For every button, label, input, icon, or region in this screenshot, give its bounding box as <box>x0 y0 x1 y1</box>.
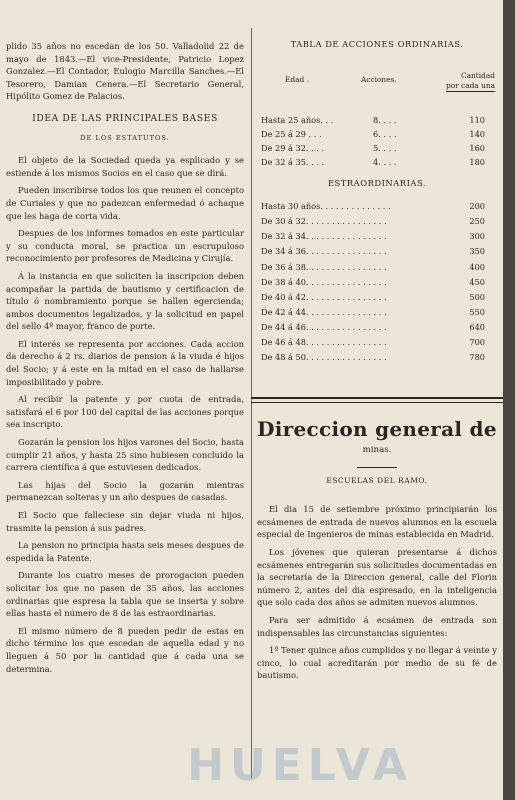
ordinarias-table <box>257 115 497 171</box>
col-cantidad-sub: por cada una <box>445 80 495 90</box>
closing-paragraph: plido 35 años no escedan de los 50. Valladolid 22 de mayo de 1843.—El vice-Presidente, Patricio Lopez Gonzalez.—El Contador, Eulogio Marcilla Sanches.—El Tesorero, Damian Cenera.—El Secretario General, Hipólito Gomez de Palacios. <box>6 41 244 102</box>
table-row: De 34 á 36. . . . . . . . . . . . . . . . 350 <box>261 246 485 257</box>
escuelas-heading: ESCUELAS DEL RAMO. <box>326 476 428 486</box>
paragraph: Las hijas del Socio la gozarán mientras permanezcan solteras y un año despues de casadas. <box>6 479 244 503</box>
table-row: De 46 á 48. . . . . . . . . . . . . . . . 700 <box>261 337 485 348</box>
paragraph: El dia 15 de setiembre próximo principiarán los ecsámenes de entrada de nuevos alumnos en la escuela especial de Ingenieros de minas establecida en Madrid. <box>257 504 497 540</box>
paragraph: Durante los cuatro meses de prorogacion pueden solicitar los que no pasen de 35 años, las acciones ordinarias que espresa la tabla que se inserta y sobre ellas hasta el número de 8 de las estraordinarias. <box>6 570 244 619</box>
right-column <box>257 0 497 682</box>
paragraph: El interés se representa por acciones. Cada accion da derecho á 2 rs. diarios de pension á la viuda é hijos del Socio; y á este en la mitad en el caso de hallarse imposibilitado y pobre. <box>6 338 244 387</box>
section-heading: IDEA DE LAS PRINCIPALES BASES <box>32 112 218 124</box>
table-title: TABLA DE ACCIONES ORDINARIAS. <box>290 39 464 49</box>
col-edad: Edad . <box>285 74 309 84</box>
direccion-subtitle: minas. <box>362 445 392 456</box>
paragraph: Para ser admitido á ecsámen de entrada son indispensables las circunstancias siguientes: <box>257 614 497 638</box>
paragraph: La pension no principia hasta seis meses despues de espedida la Patente. <box>6 540 244 563</box>
paragraph: Gozarán la pension los hijos varones del Socio, hasta cumplir 21 años, y hasta 25 sino hubiesen concluido la carrera científica á que estuviesen dedicados. <box>6 437 244 473</box>
table-row: Hasta 25 años. . . 8. . . . 110 <box>261 114 485 125</box>
table-row: De 25 á 29 . . . 6. . . . 140 <box>261 128 485 139</box>
paragraph: Los jóvenes que quieran presentarse á dichos ecsámenes entregarán sus solicitudes documentadas en la secretaría de la Direccion general, calle del Florin número 2, antes del dia espresado, en la inteligencia que solo cada dos años se admiten nuevos alumnos. <box>257 547 497 608</box>
short-rule <box>357 467 397 468</box>
paragraph: 1ª Tener quince años cumplidos y no llegar á veinte y cinco, lo cual acreditarán por medio de su fé de bautismo. <box>257 645 497 681</box>
table-row: De 44 á 46. . . . . . . . . . . . . . . . 640 <box>261 321 485 332</box>
table-row: De 38 á 40. . . . . . . . . . . . . . . . 450 <box>261 276 485 287</box>
section-subheading: DE LOS ESTATUTOS. <box>80 133 170 142</box>
paragraph: Despues de los informes tomados en este particular y su conducta moral, se practica un escrupuloso reconocimiento por profesores de Medicina y Cirujía. <box>6 228 244 264</box>
col-cantidad: Cantidad <box>460 70 495 80</box>
estraordinarias-table <box>257 201 497 367</box>
table-row: De 29 á 32. . . . 5. . . . 160 <box>261 142 485 153</box>
paragraph: El objeto de la Sociedad queda ya esplicado y se estiende á los mismos Socios en el caso que se dirá. <box>6 155 244 178</box>
table-row: De 36 á 38. . . . . . . . . . . . . . . . 400 <box>261 261 485 272</box>
estraordinarias-title: ESTRAORDINARIAS. <box>327 177 427 188</box>
section-rule <box>251 397 503 403</box>
table-row: De 42 á 44. . . . . . . . . . . . . . . . 550 <box>261 306 485 317</box>
paragraph: Á la instancia en que soliciten la inscripcion deben acompañar la partida de bautismo y certificacion de título ó nombramiento porque se hallen egercienda; ambos documentos legalizados, y la solicitud en papel del sello 4º mayor, franco de porte. <box>6 270 244 332</box>
paragraph: El mismo número de 8 pueden pedir de estas en dicho término los que escedan de aquella edad y no lleguen á 50 por la cantidad que á cada una se determina. <box>6 625 244 674</box>
table-row: De 32 á 35. . . . 4. . . . 180 <box>261 156 485 167</box>
col-acciones: Acciones. <box>361 74 397 84</box>
table-row: De 32 á 34. . . . . . . . . . . . . . . . 300 <box>261 231 485 242</box>
table-header <box>257 61 497 89</box>
table-row: Hasta 30 años. . . . . . . . . . . . . . 200 <box>261 201 485 212</box>
paragraph: Pueden inscribirse todos los que reunen el concepto de Curiales y que no padezcan enfermedad ó achaque que les haga de corta vida. <box>6 185 244 221</box>
paragraph: El Socio que falleciese sin dejar viuda ni hijos, trasmite la pension á sus padres. <box>6 510 244 533</box>
table-row: De 40 á 42. . . . . . . . . . . . . . . . 500 <box>261 291 485 302</box>
left-column <box>6 0 244 675</box>
table-row: De 30 á 32. . . . . . . . . . . . . . . . 250 <box>261 216 485 227</box>
paragraph: Al recibir la patente y por cuota de entrada, satisfará el 6 por 100 del capital de las acciones porque sea inscripto. <box>6 394 244 430</box>
page-edge-shadow <box>503 0 515 800</box>
table-row: De 48 á 50. . . . . . . . . . . . . . . . 780 <box>261 352 485 363</box>
direccion-title: Direccion general de <box>257 417 497 442</box>
library-watermark: HUELVA <box>187 740 413 791</box>
